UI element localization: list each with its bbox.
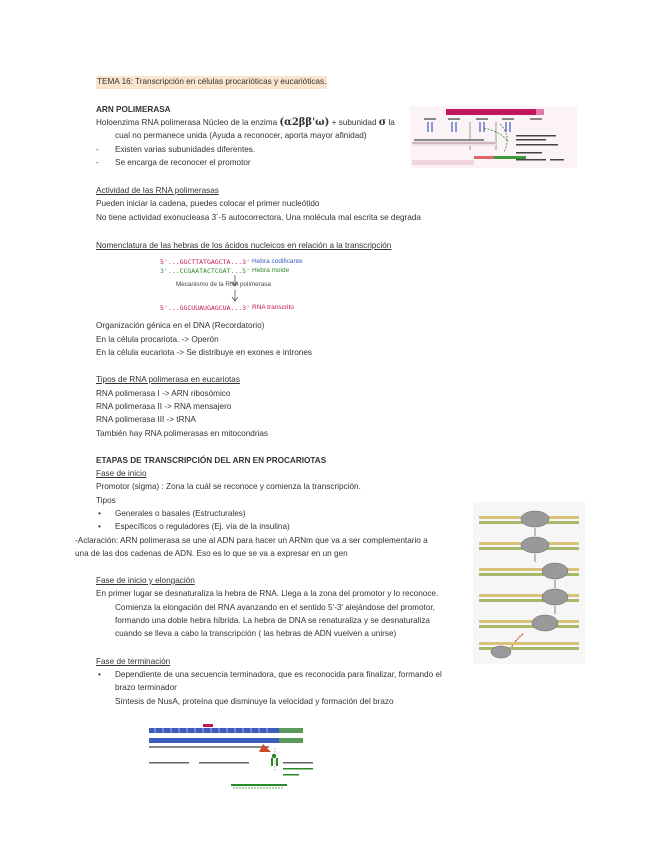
section-heading-tipos: Tipos de RNA polimerasa en eucariotas [96,375,240,384]
core-formula: (α2ββ'ω) [279,117,330,128]
elongation-diagram-figure [473,502,585,664]
promoter-bar [446,109,536,115]
promoter-diagram-svg [410,106,577,168]
subheading-fase-inicio: Fase de inicio [96,469,147,478]
organizacion-line: Organización génica en el DNA (Recordatorio) [96,321,265,330]
polimerasa-point: - Se encarga de reconocer el promotor [115,157,251,170]
section-heading-actividad: Actividad de las RNA polimerasas [96,186,219,195]
tipos-label: Tipos [96,496,116,505]
template-strand-label: Hebra molde [252,267,290,274]
promotor-type-item: • Específicos o reguladores (Ej. vía de la insulina) [115,521,290,534]
page-title: TEMA 16: Transcripción en células procarióticas y eucarióticas. [96,76,327,89]
section-heading-etapas: ETAPAS DE TRANSCRIPCIÓN DEL ARN EN PROCARIOTAS [96,456,327,465]
actividad-line: No tiene actividad exonucleasa 3´-5 autocorrectora. Una molécula mal escrita se degrada [96,213,421,222]
terminator-diagram-svg [143,722,321,792]
promotor-type-item: • Generales o basales (Estructurales) [115,508,246,521]
terminacion-bullet-cont: brazo terminador [115,683,177,692]
tipos-line: RNA polimerasa I -> ARN ribosómico [96,389,231,398]
subheading-fase-elongacion: Fase de inicio y elongación [96,576,195,585]
template-strand-sequence: 3'...CCGAATACTCGAT...5' [160,267,251,275]
actividad-line: Pueden iniciar la cadena, puedes colocar el primer nucleótido [96,199,320,208]
aclaracion-line: una de las dos cadenas de ADN. Eso es lo que se va a expresar en un gen [75,549,348,558]
elongacion-line: En primer lugar se desnaturaliza la hebra de RNA. Llega a la zona del promotor y lo reconoce. [96,589,439,598]
elongation-diagram-svg [473,502,585,664]
tipos-line: También hay RNA polimerasas en mitocondrias [96,429,269,438]
down-arrow-icon [228,290,242,302]
terminacion-bullet: • Dependiente de una secuencia terminadora, que es reconocida para finalizar, formando el [115,669,442,682]
sigma-symbol: σ [378,117,387,128]
holoenzima-line-2: cual no permanece unida (Ayuda a reconocer, aporta mayor afinidad) [115,131,367,140]
organizacion-line: En la célula procariota. -> Operón [96,335,219,344]
promotor-line: Promotor (sigma) : Zona la cuál se reconoce y comienza la transcripción. [96,482,361,491]
elongacion-line: cuando se lleva a cabo la transcripción ( las hebras de ADN vuelven a unirse) [115,629,397,638]
coding-strand-label: Hebra codificante [252,258,303,265]
holoenzima-line [96,117,395,130]
tipos-line: RNA polimerasa III -> tRNA [96,415,196,424]
holoenzima-suffix: la [388,118,395,127]
section-heading-nomenclatura: Nomenclatura de las hebras de los ácidos nucleicos en relación a la transcripción [96,241,392,250]
polimerasa-point: - Existen varias subunidades diferentes. [115,144,255,157]
rna-sequence: 5'...GGCUUAUGAGCUA...3' [160,304,251,312]
tipos-line: RNA polimerasa II -> RNA mensajero [96,402,232,411]
subheading-fase-terminacion: Fase de terminación [96,657,171,666]
organizacion-line: En la célula eucariota -> Se distribuye en exones e intrones [96,348,312,357]
elongacion-line: formando una doble hebra híbrida. La hebra de DNA se renaturaliza y se desnaturaliza [115,616,430,625]
rna-label: RNA transcrito [252,304,294,311]
elongacion-line: Comienza la elongación del RNA avanzando en el sentido 5'-3' alejándose del promotor, [115,603,435,612]
promoter-diagram-figure [410,106,577,168]
section-heading-arn-polimerasa: ARN POLIMERASA [96,105,171,114]
nusa-line: Síntesis de NusA, proteína que disminuye la velocidad y formación del brazo [115,697,394,706]
strand-nomenclature-figure [158,256,316,316]
holoenzima-prefix: Holoenzima RNA polimerasa Núcleo de la enzima [96,118,278,127]
aclaracion-line: -Aclaración: ARN polimerasa se une al ADN para hacer un ARNm que va a ser complementario a [75,536,428,545]
coding-strand-sequence: 5'...GGCTTATGAGCTA...3' [160,258,251,266]
mechanism-label: Mecanismo de la RNA polimerasa [176,281,271,288]
holoenzima-mid: + subunidad [331,118,377,127]
terminator-diagram-figure [143,722,321,792]
